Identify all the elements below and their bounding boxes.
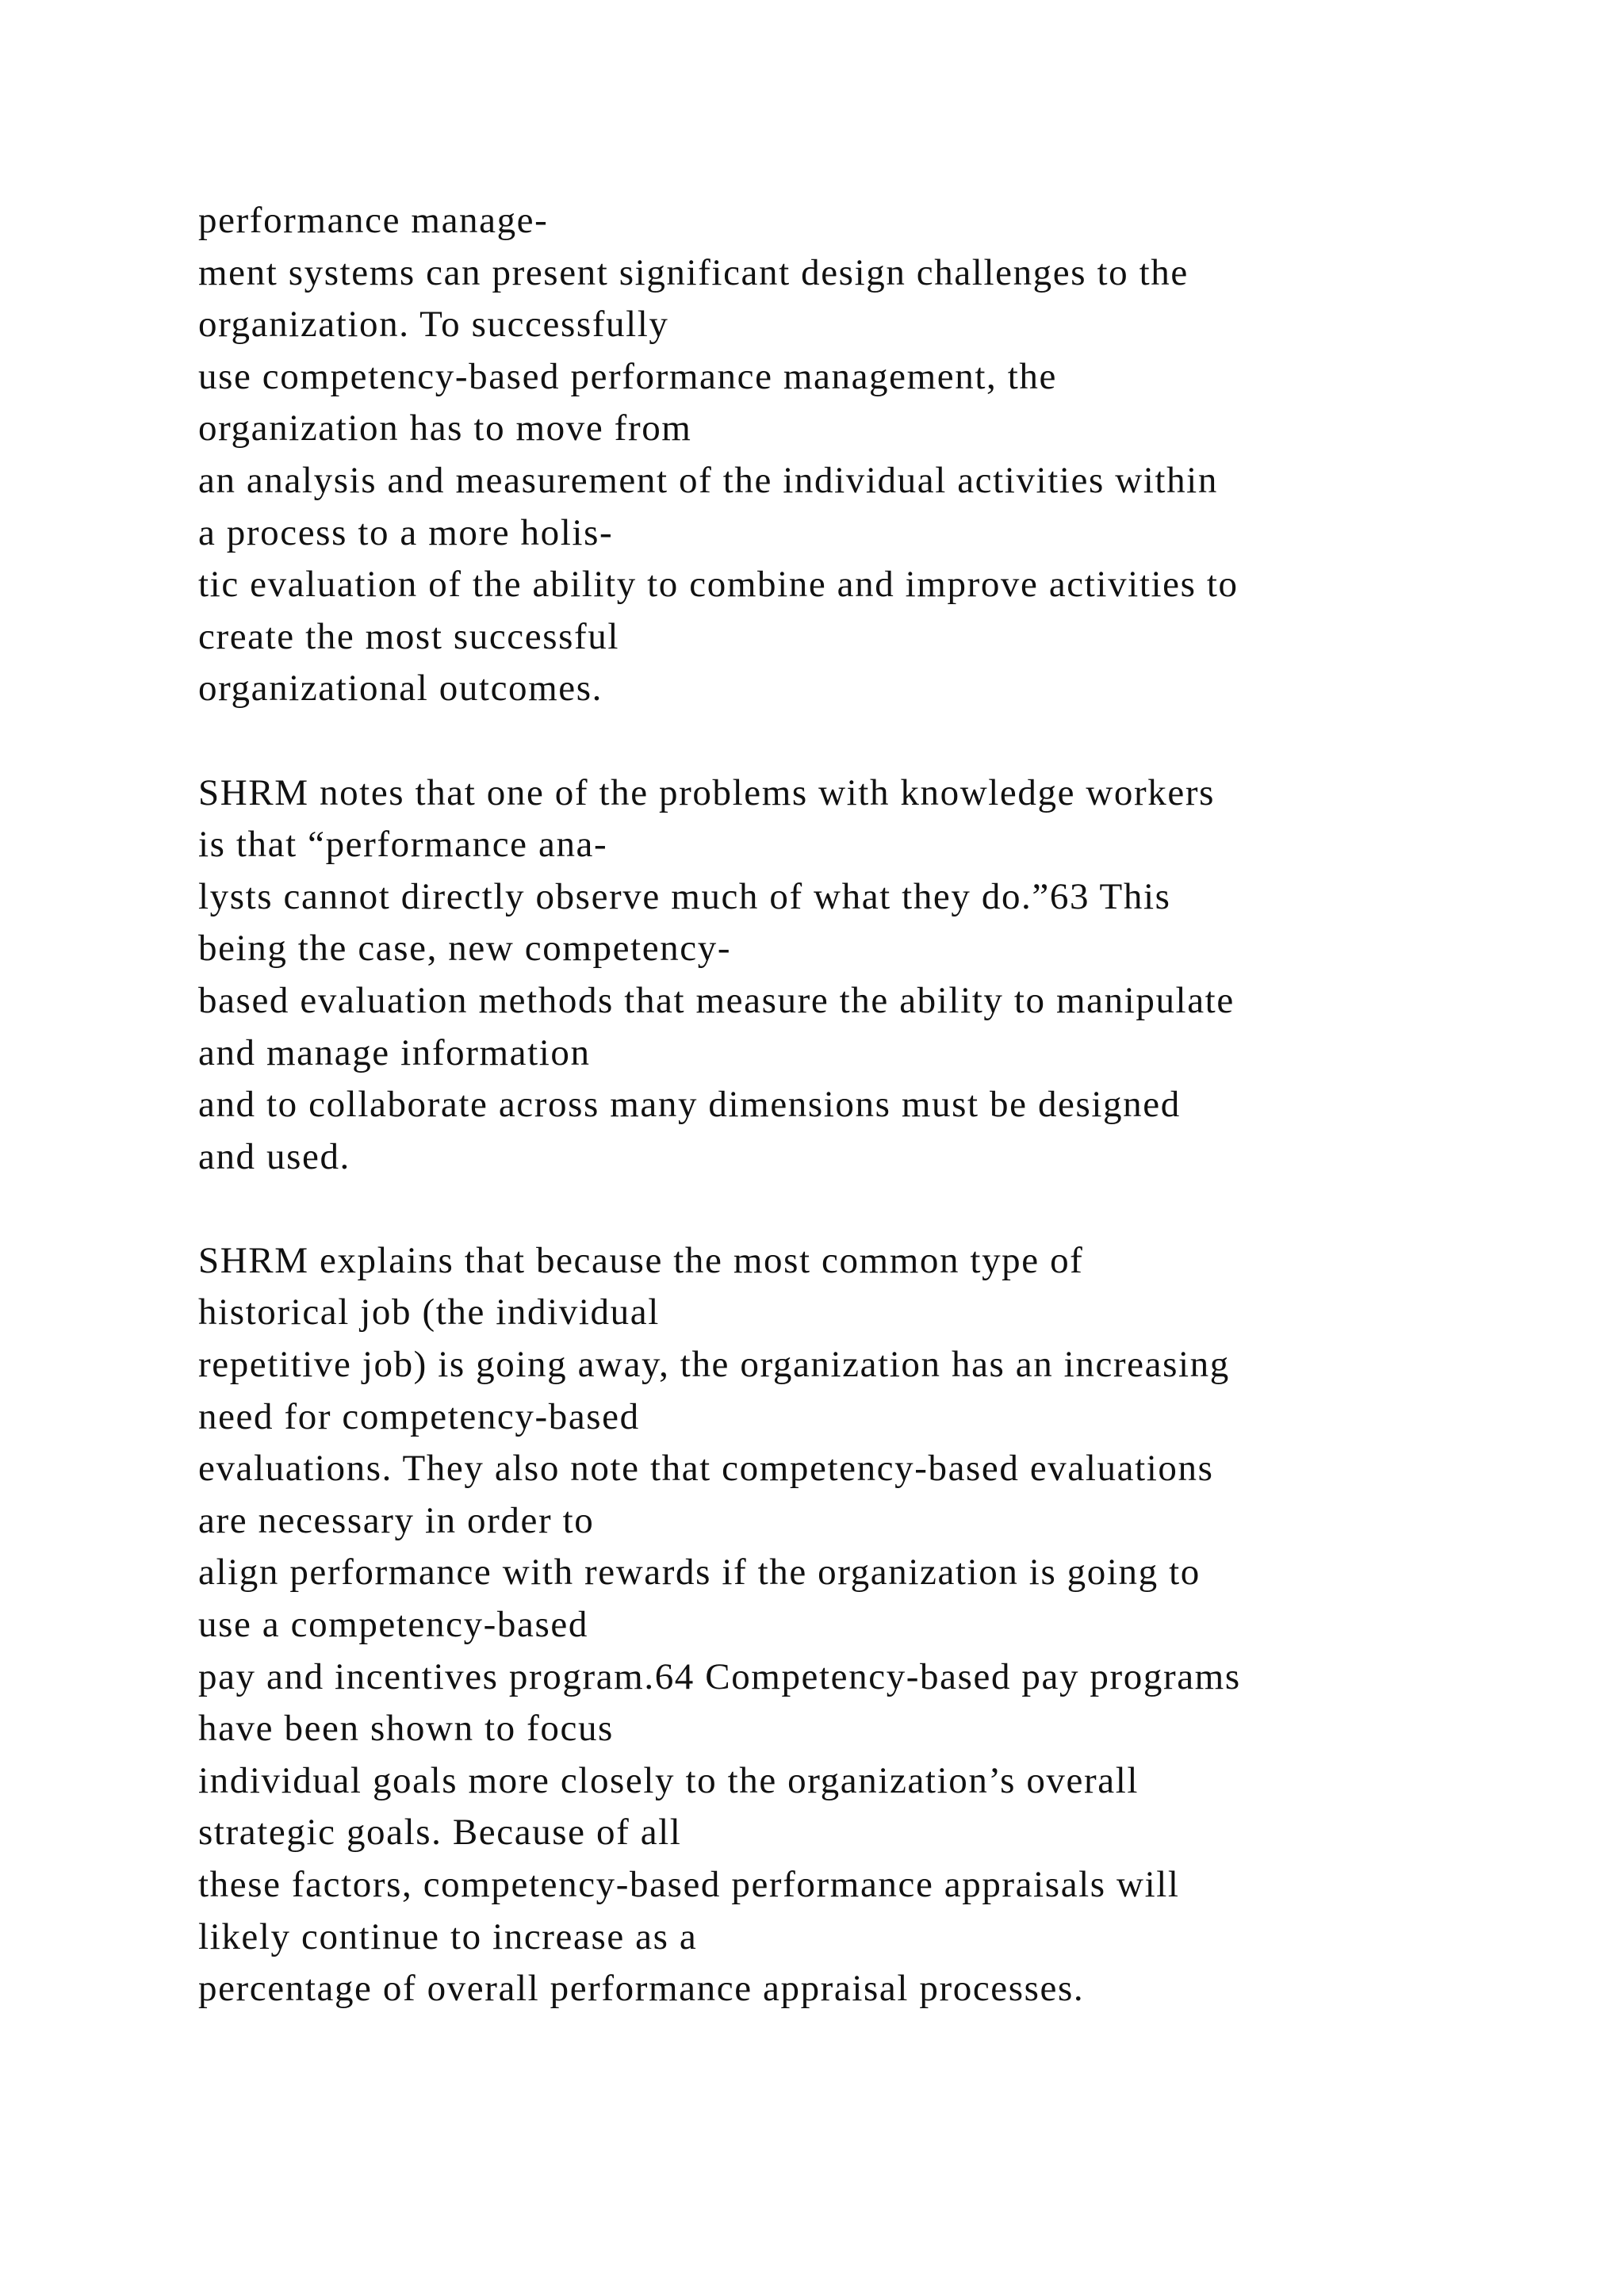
text-line: organization. To successfully	[198, 304, 669, 346]
text-line: need for competency-based	[198, 1395, 640, 1437]
text-line: and manage information	[198, 1031, 591, 1073]
text-line: tic evaluation of the ability to combine and improve activities to	[198, 564, 1239, 606]
text-line: SHRM explains that because the most common type of	[198, 1239, 1084, 1281]
text-line: likely continue to increase as a	[198, 1915, 698, 1957]
text-line: evaluations. They also note that competency-based evaluations	[198, 1448, 1214, 1490]
paragraph-3	[198, 1235, 1546, 2015]
text-line: align performance with rewards if the organization is going to	[198, 1552, 1201, 1594]
text-line: use a competency-based	[198, 1604, 588, 1646]
text-line: a process to a more holis-	[198, 511, 614, 553]
text-line: strategic goals. Because of all	[198, 1812, 682, 1854]
text-line: historical job (the individual	[198, 1292, 660, 1334]
text-line: organization has to move from	[198, 408, 692, 450]
text-line: and used.	[198, 1135, 350, 1177]
text-line: is that “performance ana-	[198, 824, 608, 866]
paragraph-gap	[198, 1183, 1546, 1235]
text-line: repetitive job) is going away, the organization has an increasing	[198, 1344, 1230, 1386]
text-line: SHRM notes that one of the problems with knowledge workers	[198, 771, 1215, 813]
text-line: ment systems can present significant design challenges to the	[198, 251, 1189, 293]
text-line: an analysis and measurement of the individual activities within	[198, 459, 1218, 501]
text-line: have been shown to focus	[198, 1708, 614, 1750]
text-line: and to collaborate across many dimensions must be designed	[198, 1084, 1181, 1126]
text-line: individual goals more closely to the organization’s overall	[198, 1759, 1139, 1801]
paragraph-gap	[198, 715, 1546, 767]
paragraph-2	[198, 767, 1546, 1184]
text-line: create the most successful	[198, 615, 619, 657]
text-line: organizational outcomes.	[198, 668, 603, 710]
text-line: based evaluation methods that measure the ability to manipulate	[198, 979, 1235, 1021]
text-line: percentage of overall performance appraisal processes.	[198, 1968, 1085, 2010]
text-line: are necessary in order to	[198, 1499, 595, 1541]
text-line: use competency-based performance management, the	[198, 355, 1057, 397]
text-line: lysts cannot directly observe much of what they do.”63 This	[198, 875, 1171, 917]
text-line: being the case, new competency-	[198, 928, 732, 970]
text-line: pay and incentives program.64 Competency-based pay programs	[198, 1655, 1241, 1697]
text-line: these factors, competency-based performance appraisals will	[198, 1864, 1180, 1905]
paragraph-1	[198, 195, 1546, 715]
body-text	[198, 195, 1546, 2015]
text-line: performance manage-	[198, 200, 549, 241]
